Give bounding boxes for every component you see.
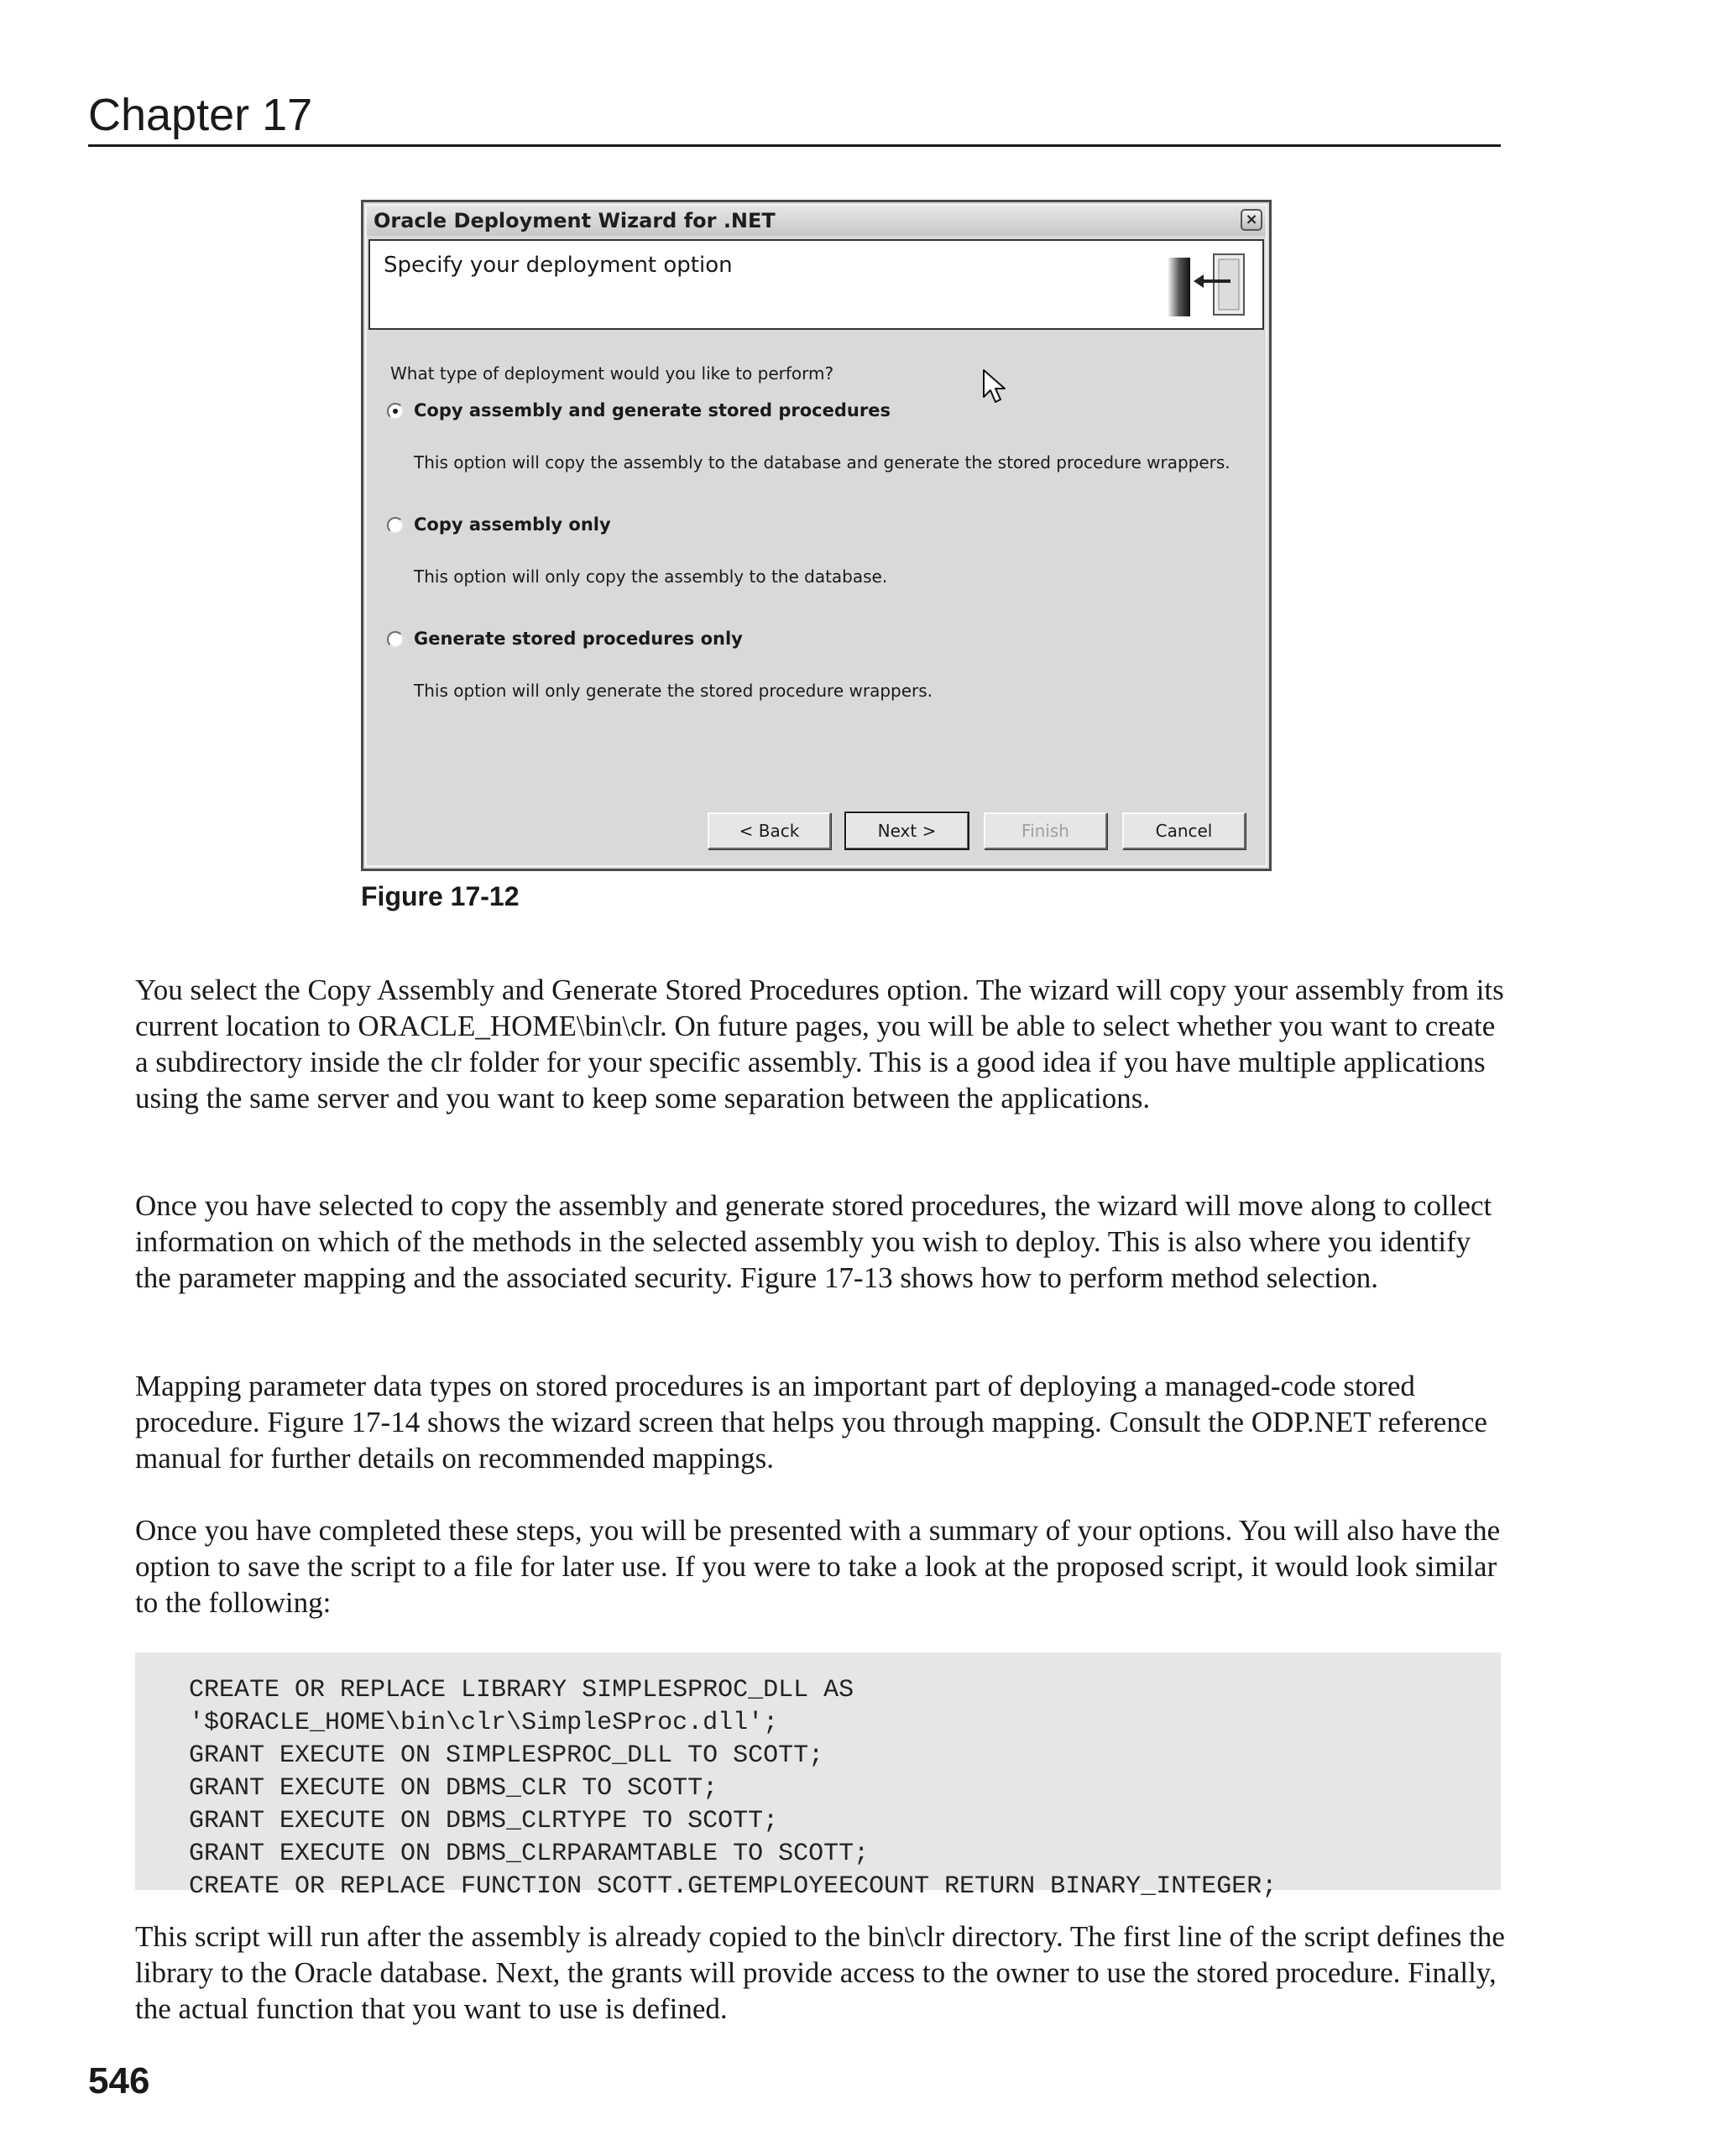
door-arrow-icon (1165, 253, 1249, 320)
radio-generate-only[interactable] (387, 631, 404, 648)
chapter-title: Chapter 17 (88, 90, 313, 140)
paragraph: Once you have selected to copy the assembly and generate stored procedures, the wizard will move along to collect information on which of the methods in the selected assembly you wish to deploy. This is also where you identify the parameter mapping and the associated security. Figure 17-13 shows how to perform method selection. (135, 1189, 1492, 1294)
code-line: GRANT EXECUTE ON DBMS_CLR TO SCOTT; (189, 1774, 718, 1803)
code-line: GRANT EXECUTE ON SIMPLESPROC_DLL TO SCOTT; (189, 1741, 824, 1770)
finish-button: Finish (984, 812, 1107, 849)
back-button[interactable]: < Back (708, 812, 831, 849)
code-line: CREATE OR REPLACE LIBRARY SIMPLESPROC_DLL AS (189, 1676, 854, 1704)
cancel-button[interactable]: Cancel (1122, 812, 1246, 849)
paragraph: Once you have completed these steps, you will be presented with a summary of your options. You will also have the option to save the script to a file for later use. If you were to take a look at the proposed script, it would look similar to the following: (135, 1514, 1501, 1619)
paragraph: Mapping parameter data types on stored procedures is an important part of deploying a managed-code stored procedure. Figure 17-14 shows the wizard screen that helps you through mapping. Consult the ODP.NET reference manual for further details on recommended mappings. (135, 1370, 1487, 1475)
dialog-title: Oracle Deployment Wizard for .NET (374, 209, 776, 232)
wizard-header-panel (368, 239, 1264, 330)
option-description: This option will only copy the assembly to the database. (414, 566, 888, 587)
option-description: This option will copy the assembly to the database and generate the stored procedure wrappers. (414, 452, 1230, 472)
mouse-pointer-icon (982, 368, 1007, 405)
code-line: CREATE OR REPLACE FUNCTION SCOTT.GETEMPLOYEECOUNT RETURN BINARY_INTEGER; (189, 1872, 1277, 1901)
option-label[interactable]: Generate stored procedures only (414, 629, 743, 649)
wizard-step-heading: Specify your deployment option (384, 253, 733, 278)
page-number: 546 (88, 2060, 150, 2101)
deployment-prompt: What type of deployment would you like to perform? (390, 363, 834, 384)
radio-copy-and-generate[interactable] (387, 403, 404, 420)
close-icon[interactable]: × (1241, 209, 1262, 231)
radio-copy-only[interactable] (387, 517, 404, 534)
code-line: GRANT EXECUTE ON DBMS_CLRPARAMTABLE TO SCOTT; (189, 1840, 870, 1868)
code-line: '$ORACLE_HOME\bin\clr\SimpleSProc.dll'; (189, 1709, 779, 1737)
running-header (88, 87, 1501, 147)
option-description: This option will only generate the stored procedure wrappers. (414, 681, 933, 701)
paragraph: You select the Copy Assembly and Generate Stored Procedures option. The wizard will copy your assembly from its current location to ORACLE_HOME\bin\clr. On future pages, you will be able to select whether you want to create a subdirectory inside the clr folder for your specific assembly. This is a good idea if you have multiple applications using the same server and you want to keep some separation between the applications. (135, 974, 1504, 1115)
code-block (135, 1652, 1501, 1901)
paragraph: This script will run after the assembly is already copied to the bin\clr directory. The first line of the script defines the library to the Oracle database. Next, the grants will provide access to the owner to use the stored procedure. Finally, the actual function that you want to use is defined. (135, 1920, 1505, 2025)
option-label[interactable]: Copy assembly only (414, 514, 611, 535)
deployment-wizard-dialog (361, 200, 1272, 871)
figure-caption: Figure 17-12 (361, 881, 520, 911)
option-label[interactable]: Copy assembly and generate stored procedures (414, 400, 891, 420)
code-line: GRANT EXECUTE ON DBMS_CLRTYPE TO SCOTT; (189, 1807, 779, 1835)
next-button[interactable]: Next > (845, 812, 969, 849)
dialog-titlebar[interactable] (367, 206, 1266, 236)
